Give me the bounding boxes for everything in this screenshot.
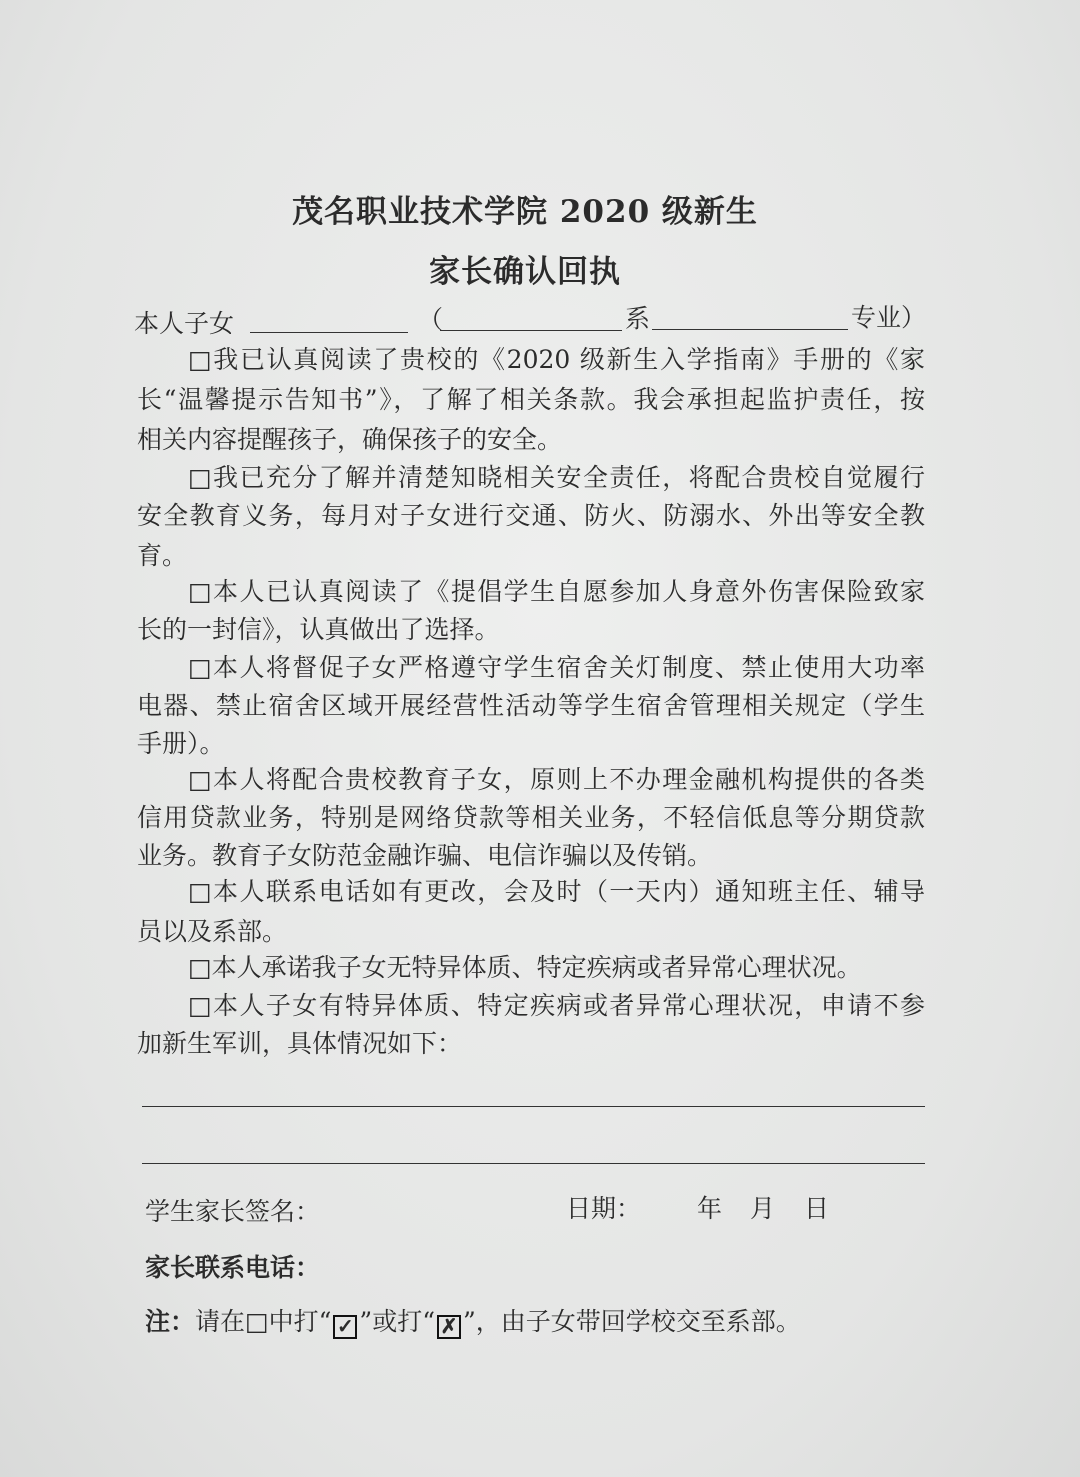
item-text-line: 员以及系部。	[137, 917, 288, 946]
checkbox-item-line[interactable]: □本人承诺我子女无特异体质、特定疾病或者异常心理状况。	[188, 953, 862, 982]
item-text-line: 长“温馨提示告知书”》，了解了相关条款。我会承担起监护责任，按	[137, 385, 925, 414]
date-label: 日期：	[566, 1194, 642, 1223]
checkbox-item-line[interactable]: □本人已认真阅读了《提倡学生自愿参加人身意外伤害保险致家	[188, 577, 925, 606]
day-label: 日	[804, 1194, 830, 1223]
item-text-line: 长的一封信》，认真做出了选择。	[137, 615, 500, 644]
student-name-field[interactable]	[250, 332, 408, 333]
checkbox-item-line[interactable]: □本人子女有特异体质、特定疾病或者异常心理状况，申请不参	[188, 991, 925, 1020]
month-label: 月	[750, 1194, 776, 1223]
item-text-line: 相关内容提醒孩子，确保孩子的安全。	[137, 425, 563, 454]
checkbox-item-line[interactable]: □本人将督促子女严格遵守学生宿舍关灯制度、禁止使用大功率	[188, 653, 925, 682]
cross-mark-icon: ✗	[437, 1315, 461, 1339]
student-label: 本人子女	[134, 309, 235, 338]
checkbox-item-line[interactable]: □我已充分了解并清楚知晓相关安全责任，将配合贵校自觉履行	[188, 463, 925, 492]
department-field[interactable]	[440, 330, 622, 331]
item-text-line: 加新生军训，具体情况如下：	[137, 1029, 463, 1058]
title-line-1: 茂名职业技术学院 2020 级新生	[292, 194, 758, 230]
details-line-1[interactable]	[142, 1106, 925, 1107]
checkbox-item-line[interactable]: □本人将配合贵校教育子女，原则上不办理金融机构提供的各类	[188, 765, 925, 794]
check-mark-icon: ✓	[333, 1315, 357, 1339]
checkbox-item-line[interactable]: □本人联系电话如有更改，会及时（一天内）通知班主任、辅导	[188, 877, 925, 906]
signature-label: 学生家长签名：	[145, 1197, 321, 1226]
note-text-1: 请在□中打“	[195, 1307, 332, 1336]
open-paren: （	[418, 305, 444, 334]
major-label: 专业）	[851, 303, 927, 332]
note	[145, 1307, 801, 1339]
item-text-line: 电器、禁止宿舍区域开展经营性活动等学生宿舍管理相关规定（学生	[137, 691, 925, 720]
details-line-2[interactable]	[142, 1163, 925, 1164]
checkbox-item-line[interactable]: □我已认真阅读了贵校的《2020 级新生入学指南》手册的《家	[188, 345, 925, 374]
item-text-line: 手册）。	[137, 729, 225, 758]
note-text-2: ”或打“	[359, 1307, 435, 1336]
item-text-line: 育。	[137, 541, 188, 570]
item-text-line: 业务。教育子女防范金融诈骗、电信诈骗以及传销。	[137, 841, 713, 870]
title-line-2: 家长确认回执	[429, 254, 621, 290]
note-label: 注：	[145, 1307, 196, 1336]
note-text-3: ”，由子女带回学校交至系部。	[462, 1307, 801, 1336]
major-field[interactable]	[652, 329, 848, 330]
item-text-line: 安全教育义务，每月对子女进行交通、防火、防溺水、外出等安全教	[137, 501, 925, 530]
item-text-line: 信用贷款业务，特别是网络贷款等相关业务，不轻信低息等分期贷款	[137, 803, 925, 832]
department-label: 系	[625, 304, 651, 333]
phone-label: 家长联系电话：	[145, 1253, 321, 1282]
year-label: 年	[697, 1194, 723, 1223]
